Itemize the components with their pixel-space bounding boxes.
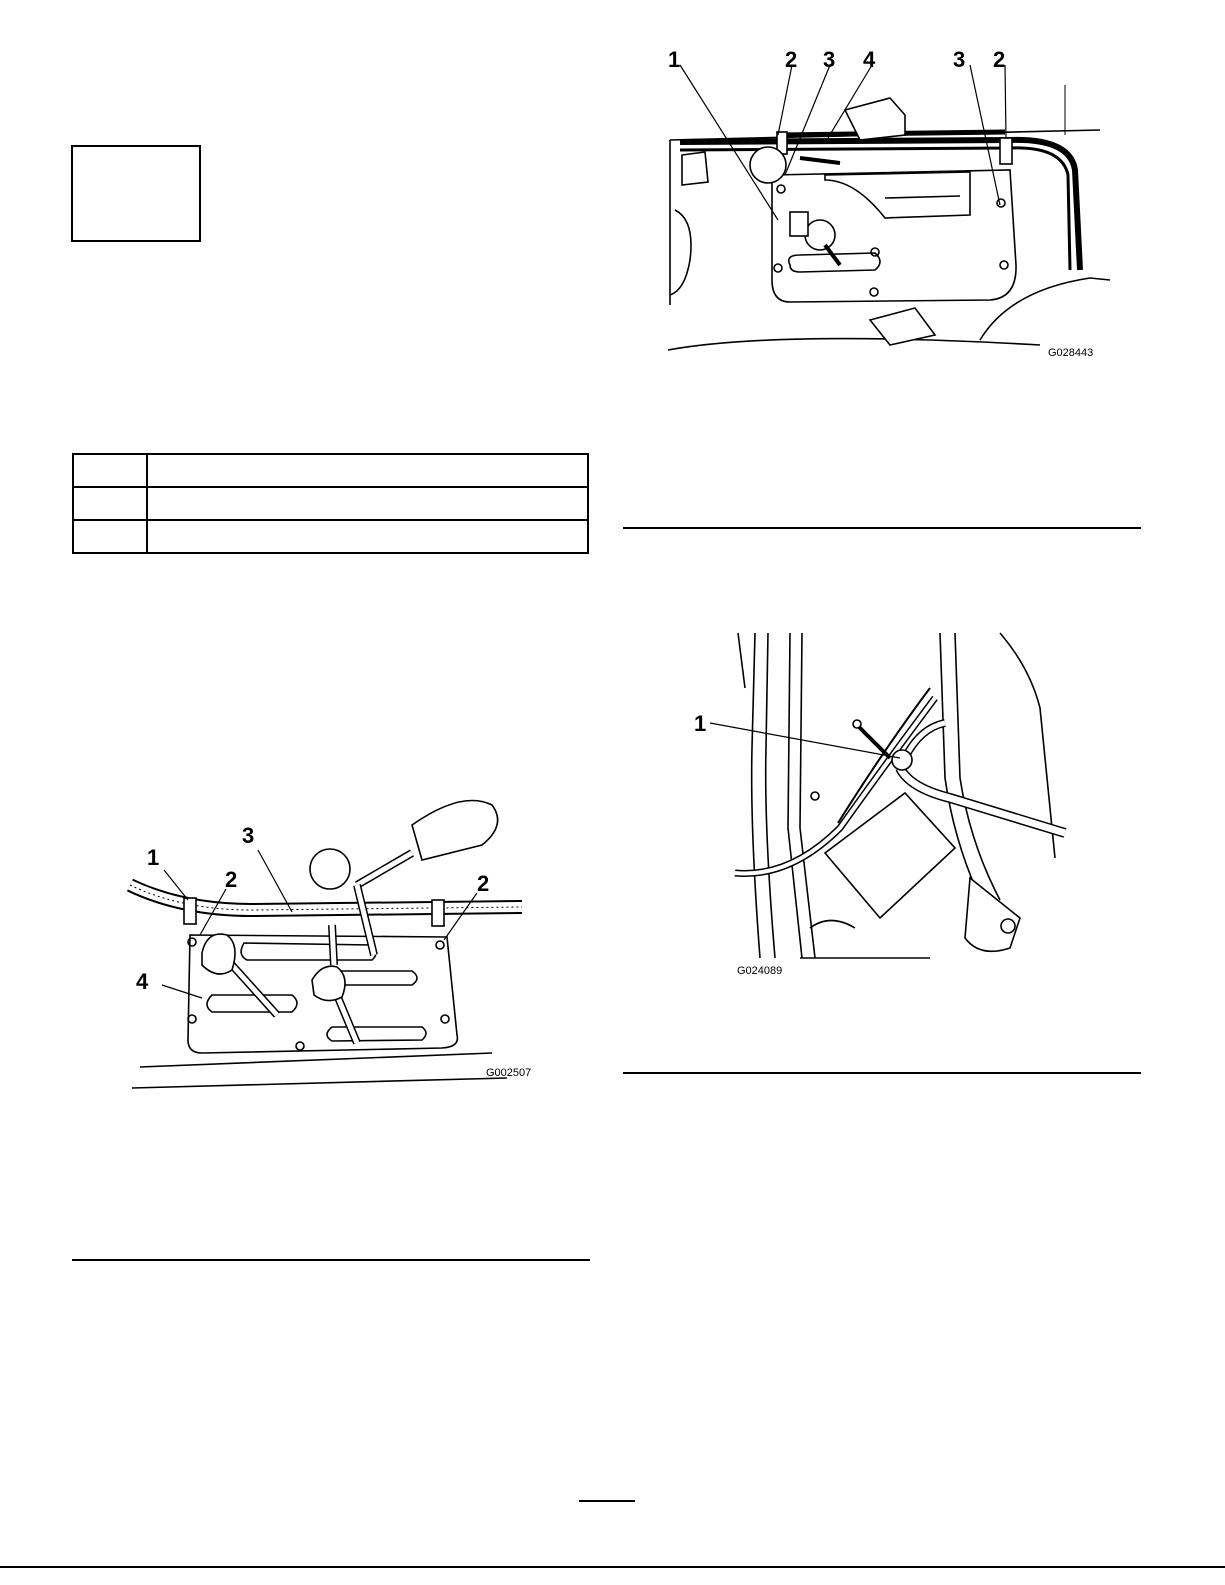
- figure-code: G028443: [1048, 347, 1094, 359]
- table-cell: [73, 454, 147, 487]
- figure-code: G002507: [486, 1067, 532, 1079]
- figure-harness-routing: [690, 628, 1080, 983]
- callout-label: 2: [993, 47, 1006, 72]
- callout-label: 4: [136, 969, 149, 994]
- divider-right-1: [623, 527, 1141, 529]
- table-row: [73, 520, 588, 553]
- callout-label: 3: [242, 823, 255, 848]
- table-row: [73, 454, 588, 487]
- callout-label: 3: [823, 47, 836, 72]
- divider-left: [72, 1259, 590, 1261]
- table-cell: [73, 520, 147, 553]
- callout-label: 2: [225, 867, 238, 892]
- table-cell: [147, 487, 588, 520]
- table-row: [73, 487, 588, 520]
- table-cell: [147, 520, 588, 553]
- page-number-rule: [579, 1500, 635, 1502]
- callout-label: 2: [477, 871, 490, 896]
- figure-control-panel-harness: [660, 40, 1120, 365]
- footer-rule: [0, 1566, 1225, 1568]
- table-cell: [73, 487, 147, 520]
- callout-label: 3: [953, 47, 966, 72]
- table-cell: [147, 454, 588, 487]
- callout-label: 2: [785, 47, 798, 72]
- figure-code: G024089: [737, 965, 783, 977]
- divider-right-2: [623, 1072, 1141, 1074]
- callout-label: 1: [668, 47, 681, 72]
- note-box: [71, 145, 201, 242]
- figure-shift-levers-harness: [122, 785, 542, 1095]
- parts-table: [72, 453, 589, 554]
- callout-label: 1: [147, 845, 160, 870]
- callout-label: 4: [863, 47, 876, 72]
- callout-label: 1: [694, 711, 707, 736]
